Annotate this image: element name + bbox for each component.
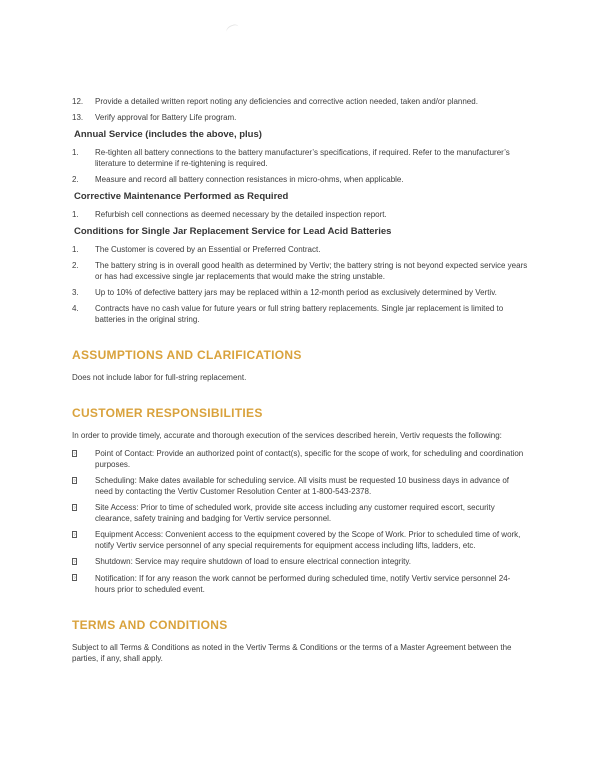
list-number: 13. [72,113,84,122]
list-number: 1. [72,148,79,157]
list-item-text: Notification: If for any reason the work cannot be performed during scheduled time, notify Vertiv service personnel 24-hours prior to scheduled event. [95,573,511,594]
list-item [72,448,529,470]
subsection-heading-annual-service: Annual Service (includes the above, plus) [74,129,262,140]
list-item-text: Measure and record all battery connection resistances in micro-ohms, when applicable. [95,175,404,184]
list-item [72,147,529,169]
list-number: 4. [72,304,79,313]
section-heading-assumptions: ASSUMPTIONS AND CLARIFICATIONS [72,348,302,362]
list-number: 12. [72,97,84,106]
list-number: 1. [72,245,79,254]
notdef-bullet-icon: ? [73,531,76,537]
list-item-text: Provide a detailed written report noting any deficiencies and corrective action needed, taken and/or planned. [95,97,478,106]
list-item [72,475,529,497]
list-item-text: Equipment Access: Convenient access to the equipment covered by the Scope of Work. Prior to scheduled time of work, notify Vertiv service personnel of any special requirements for equipment access including lifts, ladders, etc. [95,530,521,550]
list-item-text: The battery string is in overall good health as determined by Vertiv; the battery string is not beyond expected service years or has had excessive single jar replacements that would make the string unstable. [95,261,528,281]
list-item [72,209,529,220]
list-item-text: Up to 10% of defective battery jars may be replaced within a 12-month period as exclusively determined by Vertiv. [95,288,497,297]
list-number: 2. [72,175,79,184]
list-item [72,529,529,551]
list-item-text: Shutdown: Service may require shutdown of load to ensure electrical connection integrity. [95,557,412,566]
list-item-text: The Customer is covered by an Essential or Preferred Contract. [95,245,321,254]
notdef-bullet-icon: ? [73,575,76,580]
subsection-heading-corrective-maintenance: Corrective Maintenance Performed as Required [74,191,289,202]
list-item-text: Verify approval for Battery Life program. [95,113,237,122]
list-number: 2. [72,261,79,270]
list-item [72,287,529,298]
notdef-bullet-icon: ? [73,504,76,510]
list-item [72,96,529,107]
list-item [72,303,529,325]
notdef-bullet-icon: ? [73,477,76,483]
list-item-text: Re-tighten all battery connections to the battery manufacturer’s specifications, if required. Refer to the manufacturer’s literature to determine if re-tightening is required. [95,148,510,168]
list-item [72,260,529,282]
list-item-text: Scheduling: Make dates available for scheduling service. All visits must be requested 10 business days in advance of need by contacting the Vertiv Customer Resolution Center at 1-800-543-2378. [95,476,510,496]
section-heading-customer-responsibilities: CUSTOMER RESPONSIBILITIES [72,406,263,420]
notdef-bullet-icon: ? [73,450,76,456]
list-item-text: Contracts have no cash value for future years or full string battery replacements. Single jar replacement is limited to batteries in the original string. [95,304,504,324]
list-item [72,174,529,185]
list-number: 3. [72,288,79,297]
document-content [72,96,529,670]
list-item [72,502,529,524]
scan-artifact [225,23,240,36]
terms-body: Subject to all Terms & Conditions as noted in the Vertiv Terms & Conditions or the terms of a Master Agreement between the parties, if any, shall apply. [72,642,512,663]
list-item [72,244,529,255]
list-number: 1. [72,210,79,219]
list-item-text: Site Access: Prior to time of scheduled work, provide site access including any customer required escort, security clearance, safety training and badging for Vertiv service personnel. [95,503,495,523]
list-item-text: Point of Contact: Provide an authorized point of contact(s), specific for the scope of work, for scheduling and coordination purposes. [95,449,524,469]
assumptions-body: Does not include labor for full-string replacement. [72,373,247,382]
list-item-text: Refurbish cell connections as deemed necessary by the detailed inspection report. [95,210,387,219]
subsection-heading-single-jar-conditions: Conditions for Single Jar Replacement Service for Lead Acid Batteries [74,226,392,237]
notdef-bullet-icon: ? [73,558,76,564]
list-item [72,573,529,595]
customer-responsibilities-intro: In order to provide timely, accurate and thorough execution of the services described herein, Vertiv requests the following: [72,431,502,440]
list-item [72,112,529,123]
section-heading-terms: TERMS AND CONDITIONS [72,617,228,632]
list-item [72,556,529,568]
